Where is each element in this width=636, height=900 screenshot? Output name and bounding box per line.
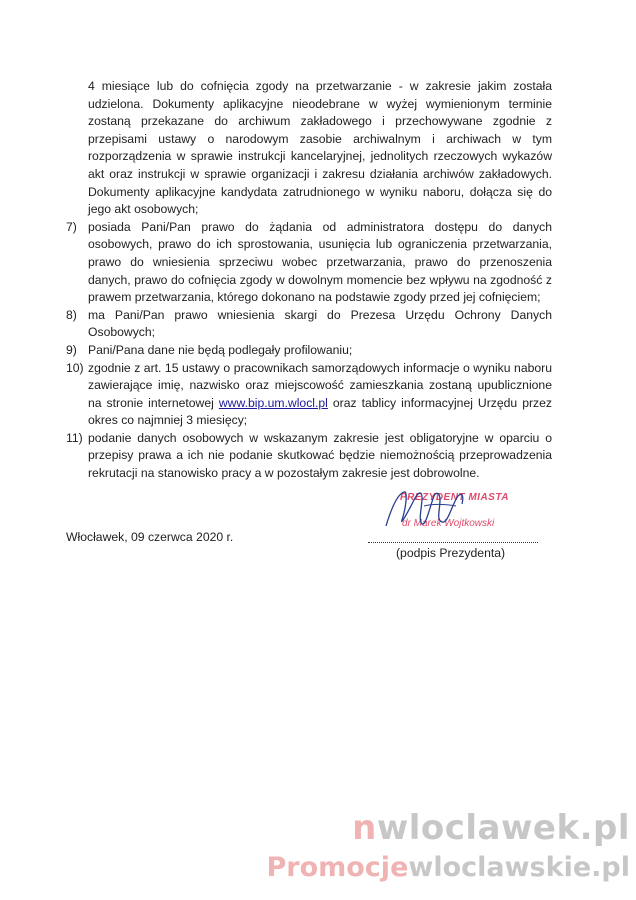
list-item-number: 8)	[66, 307, 77, 322]
watermark-nwloclawek	[352, 808, 630, 848]
list-item-7	[66, 219, 552, 307]
list-item-number: 9)	[66, 342, 77, 357]
watermark-gray-part: wloclawskie.pl	[408, 852, 630, 883]
watermark-promocje	[266, 852, 630, 883]
list-item-9	[66, 342, 552, 360]
list-item-text: Pani/Pana dane nie będą podlegały profilowaniu;	[88, 342, 353, 357]
stamp-name: dr Marek Wojtkowski	[402, 518, 495, 529]
list-item-10	[66, 360, 552, 430]
signature-line	[368, 532, 538, 543]
watermark-gray-part: wloclawek.pl	[376, 808, 630, 848]
signature-caption: (podpis Prezydenta)	[396, 546, 506, 560]
list-item-number: 11)	[66, 430, 83, 445]
list-item-text	[88, 360, 552, 430]
place-date: Włocławek, 09 czerwca 2020 r.	[66, 530, 234, 544]
list-item-text: ma Pani/Pan prawo wniesienia skargi do Prezesa Urzędu Ochrony Danych Osobowych;	[88, 307, 552, 340]
list-item-text: posiada Pani/Pan prawo do żądania od administratora dostępu do danych osobowych, prawo do ich sprostowania, usunięcia lub ograniczenia przetwarzania, prawo do wniesienia sprzeciwu wobec przetwarzania, prawo do przenoszenia danych, prawo do cofnięcia zgody w dowolnym momencie bez wpływu na zgodność z prawem przetwarzania, którego dokonano na podstawie zgody przed jej cofnięciem;	[88, 219, 552, 305]
list-item-text: podanie danych osobowych w wskazanym zakresie jest obligatoryjne w oparciu o przepisy prawa a ich nie podanie skutkować będzie niemożnością przeprowadzenia rekrutacji na stanowisko pracy a w pozostałym zakresie jest dobrowolne.	[88, 430, 552, 481]
continuation-paragraph: 4 miesiące lub do cofnięcia zgody na przetwarzanie - w zakresie jakim została udzielona. Dokumenty aplikacyjne nieodebrane w wyżej wymienionym terminie zostaną przekazane do archiwum zakładowego i przechowywane zgodnie z przepisami ustawy o narodowym zasobie archiwalnym i archiwach w tym rozporządzenia w sprawie instrukcji kancelaryjnej, jednolitych rzeczowych wykazów akt oraz instrukcji w sprawie organizacji i zakresu działania archiwów zakładowych. Dokumenty aplikacyjne kandydata zatrudnionego w wyniku naboru, dołącza się do jego akt osobowych;	[88, 79, 552, 217]
list-item-number: 10)	[66, 360, 84, 375]
watermark-red-part: n	[352, 808, 377, 848]
list-item-text-before: zgodnie z art. 15 ustawy o pracownikach samorządowych informacje o wyniku naboru zawierające imię, nazwisko oraz miejscowość zamieszkania zostaną upublicznione na stronie internetowej	[88, 360, 552, 410]
watermark-red-part: Promocje	[266, 852, 409, 883]
list-item-11	[66, 430, 552, 483]
list-item-number: 7)	[66, 219, 77, 234]
list-item-text-after: oraz tablicy informacyjnej Urzędu przez okres co najmniej 3 miesięcy;	[88, 395, 553, 428]
handwritten-signature	[378, 486, 488, 534]
document-body	[66, 78, 552, 483]
stamp-title: PREZYDENT MIASTA	[400, 492, 509, 503]
bip-link[interactable]: www.bip.um.wlocl.pl	[218, 395, 328, 410]
list-item-8	[66, 307, 552, 342]
